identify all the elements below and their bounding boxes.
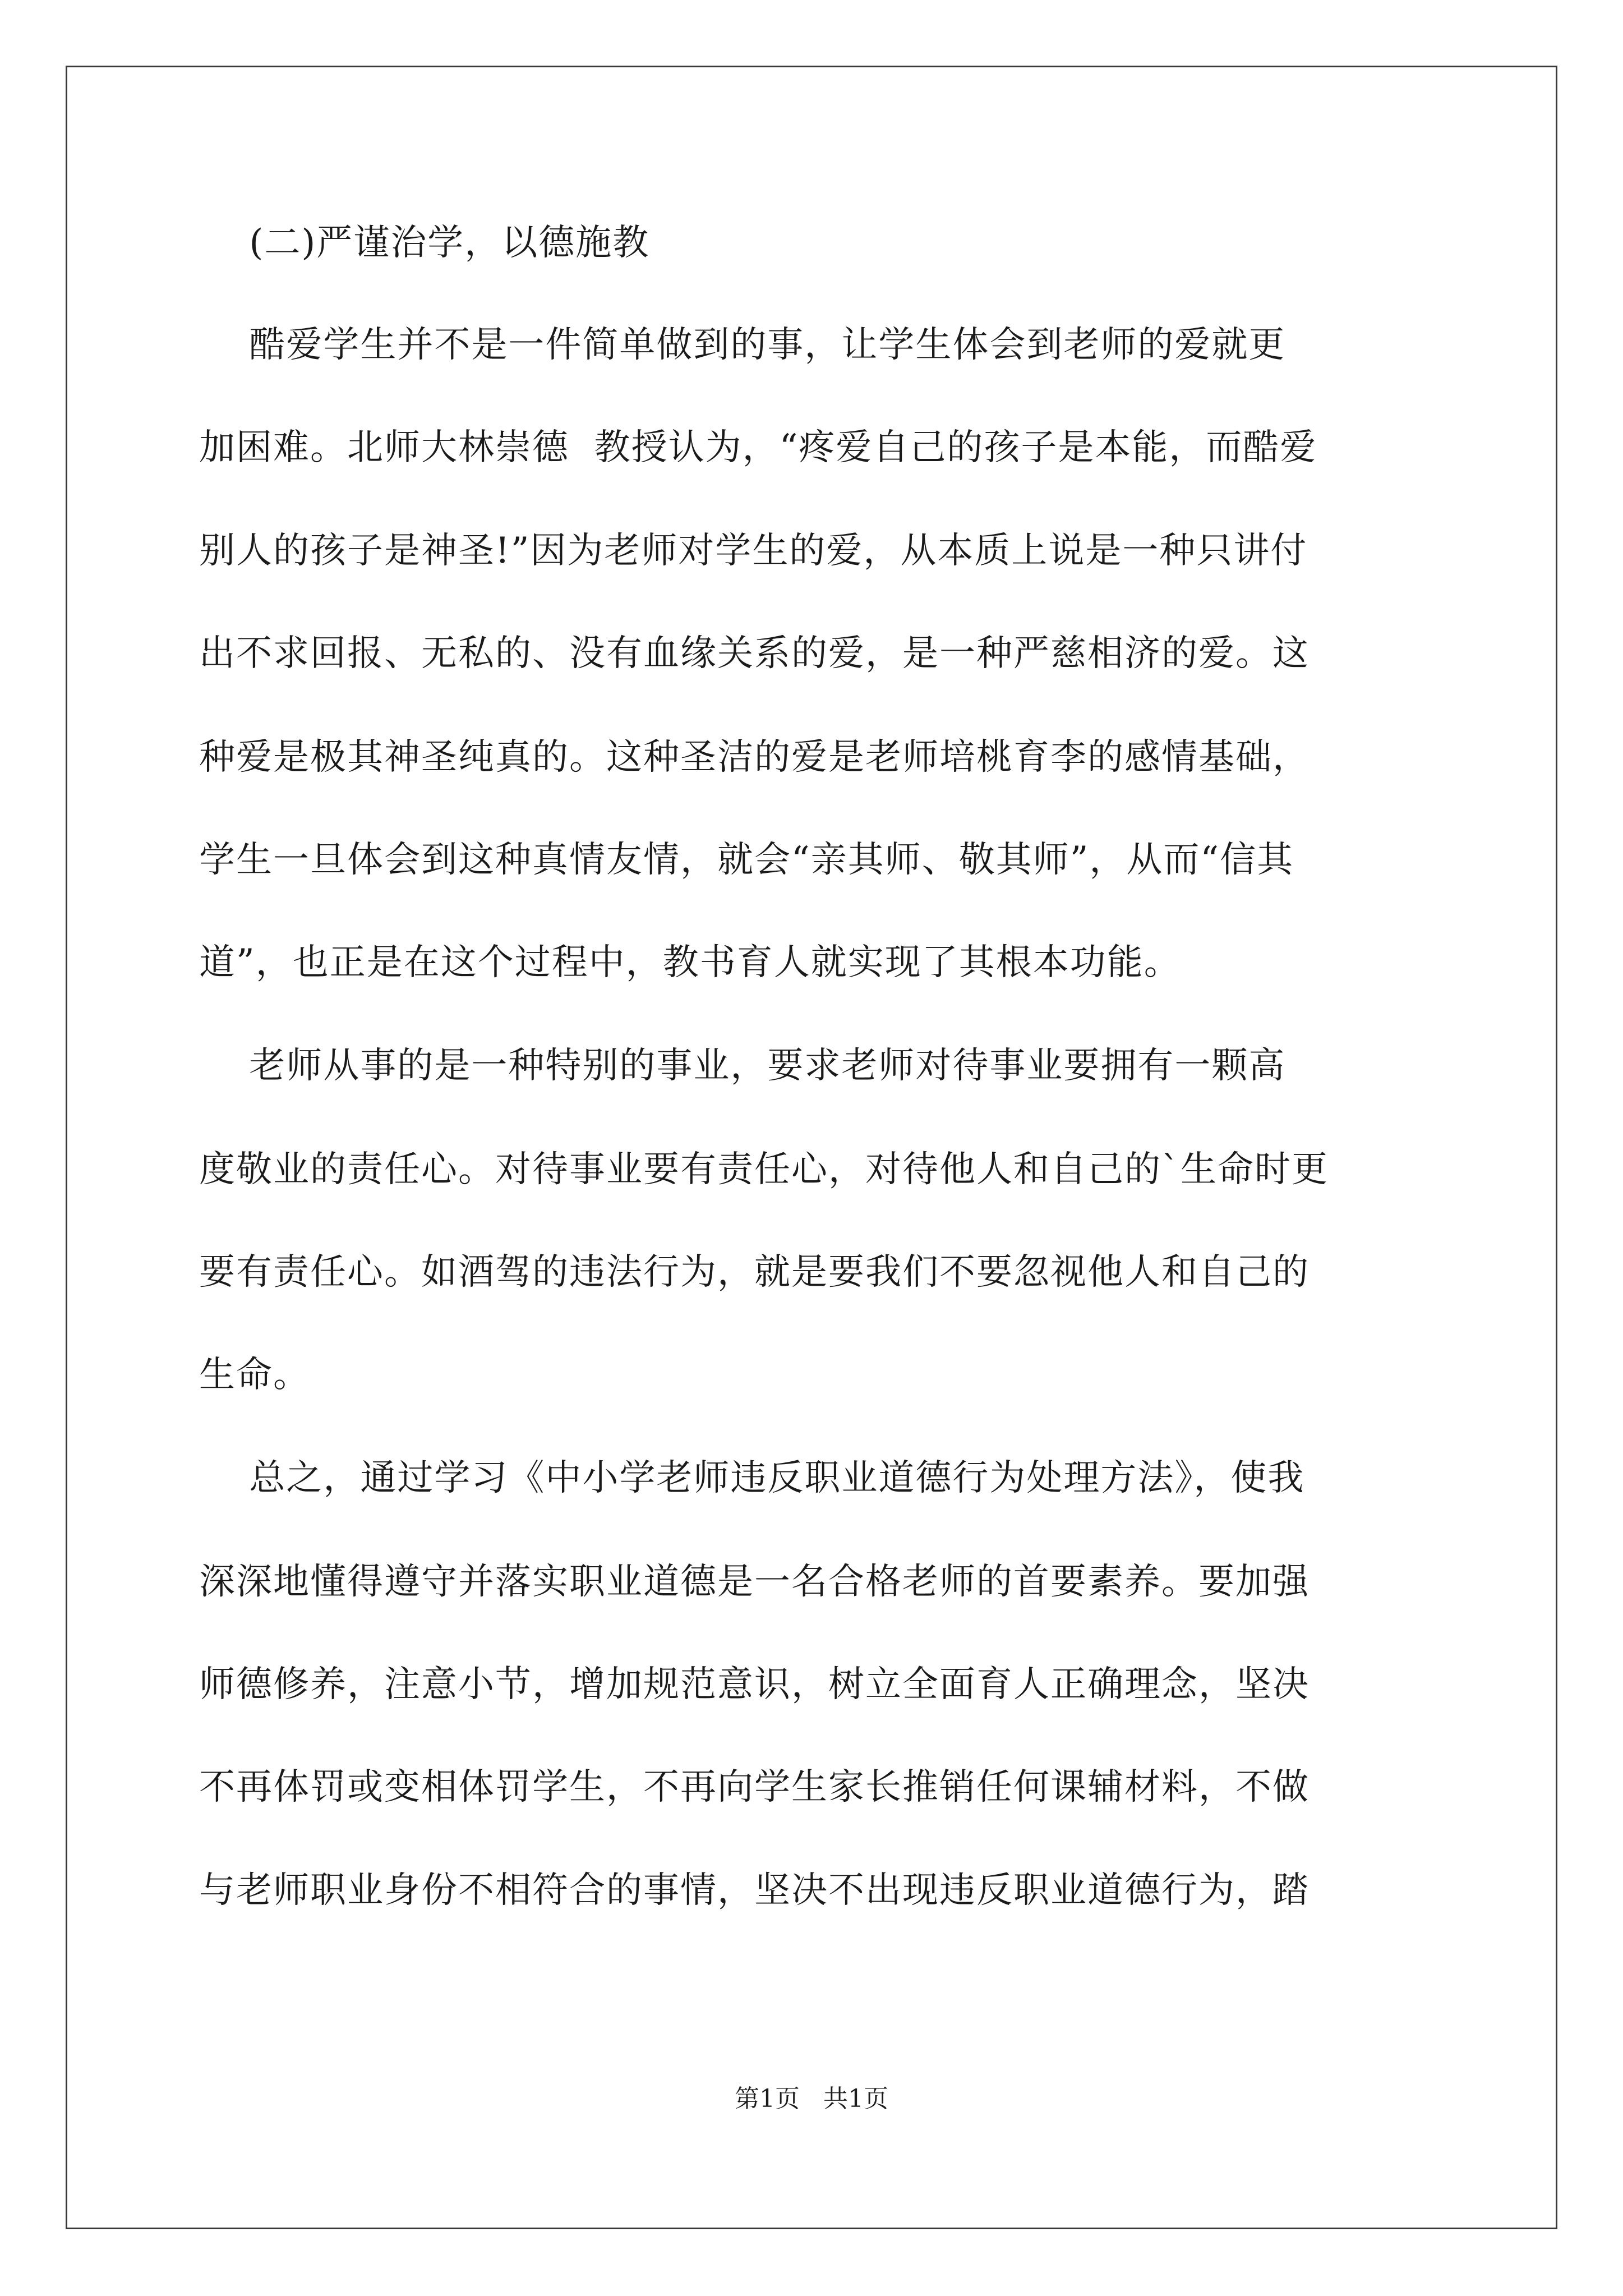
body-text-line: 生命。 [199,1354,310,1396]
body-text-line: 要有责任心。如酒驾的违法行为，就是要我们不要忽视他人和自己的 [199,1251,1310,1293]
body-text-line: 老师从事的是一种特别的事业，要求老师对待事业要拥有一颗高 [199,1045,1286,1087]
body-text-line: 加困难。北师大林崇德 教授认为，“疼爱自己的孩子是本能，而酷爱 [199,427,1317,468]
body-text-line: 深深地懂得遵守并落实职业道德是一名合格老师的首要素养。要加强 [199,1561,1310,1603]
body-text-line: 学生一旦体会到这种真情友情，就会“亲其师、敬其师”，从而“信其 [199,839,1294,881]
body-text-line: 道”，也正是在这个过程中，教书育人就实现了其根本功能。 [199,942,1181,983]
body-text-line: 酷爱学生并不是一件简单做到的事，让学生体会到老师的爱就更 [199,324,1286,366]
section-heading: (二)严谨治学，以德施教 [199,222,650,264]
body-text-line: 度敬业的责任心。对待事业要有责任心，对待他人和自己的`生命时更 [199,1149,1329,1190]
body-text-line: 师德修养，注意小节，增加规范意识，树立全面育人正确理念，坚决 [199,1664,1310,1705]
body-text-line: 出不求回报、无私的、没有血缘关系的爱，是一种严慈相济的爱。这 [199,633,1310,674]
page-footer: 第1页 共1页 [735,2085,888,2113]
body-text-line: 种爱是极其神圣纯真的。这种圣洁的爱是老师培桃育李的感情基础， [199,737,1310,778]
body-text-line: 与老师职业身份不相符合的事情，坚决不出现违反职业道德行为，踏 [199,1870,1310,1911]
body-text-line: 不再体罚或变相体罚学生，不再向学生家长推销任何课辅材料，不做 [199,1766,1310,1808]
body-text-line: 别人的孩子是神圣!”因为老师对学生的爱，从本质上说是一种只讲付 [199,530,1308,572]
body-text-line: 总之，通过学习《中小学老师违反职业道德行为处理方法》，使我 [199,1457,1305,1499]
